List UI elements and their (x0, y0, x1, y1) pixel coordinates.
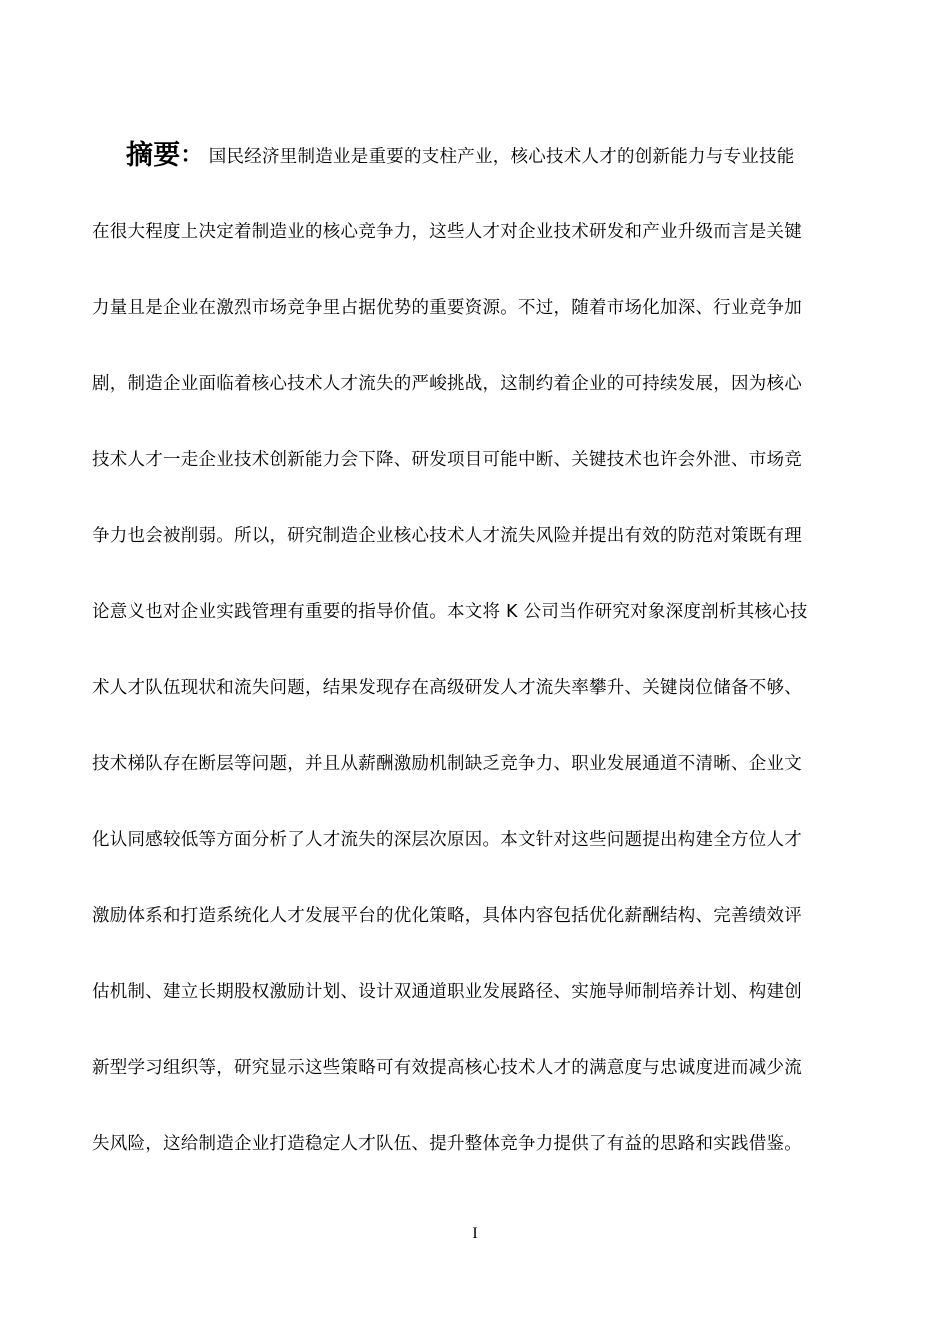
abstract-line-text: 国民经济里制造业是重要的支柱产业，核心技术人才的创新能力与专业技能 (208, 147, 795, 167)
abstract-line-3: 力量且是企业在激烈市场竞争里占据优势的重要资源。不过，随着市场化加深、行业竞争加 (92, 298, 802, 318)
abstract-line-10: 化认同感较低等方面分析了人才流失的深层次原因。本文针对这些问题提出构建全方位人才 (92, 830, 802, 850)
abstract-line-12: 估机制、建立长期股权激励计划、设计双通道职业发展路径、实施导师制培养计划、构建创 (92, 982, 802, 1002)
abstract-line-2: 在很大程度上决定着制造业的核心竞争力，这些人才对企业技术研发和产业升级而言是关键 (92, 222, 802, 242)
abstract-heading: 摘要 (126, 140, 181, 171)
abstract-line-8: 术人才队伍现状和流失问题，结果发现存在高级研发人才流失率攀升、关键岗位储备不够、 (92, 678, 802, 698)
abstract-line-9: 技术梯队存在断层等问题，并且从薪酬激励机制缺乏竞争力、职业发展通道不清晰、企业文 (92, 754, 802, 774)
page-number: I (472, 1225, 478, 1242)
abstract-line-1 (92, 130, 864, 206)
abstract-line-4: 剧，制造企业面临着核心技术人才流失的严峻挑战，这制约着企业的可持续发展，因为核心 (92, 374, 802, 394)
abstract-line-7: 论意义也对企业实践管理有重要的指导价值。本文将 K 公司当作研究对象深度剖析其核心技 (92, 602, 808, 622)
abstract-line-6: 争力也会被削弱。所以，研究制造企业核心技术人才流失风险并提出有效的防范对策既有理 (92, 526, 802, 546)
abstract-line-14: 失风险，这给制造企业打造稳定人才队伍、提升整体竞争力提供了有益的思路和实践借鉴。 (92, 1134, 802, 1154)
abstract-colon: ： (180, 143, 203, 168)
abstract-line-5: 技术人才一走企业技术创新能力会下降、研发项目可能中断、关键技术也许会外泄、市场竞 (92, 450, 802, 470)
abstract-line-13: 新型学习组织等，研究显示这些策略可有效提高核心技术人才的满意度与忠诚度进而减少流 (92, 1058, 802, 1078)
abstract-section (92, 130, 864, 1194)
abstract-line-11: 激励体系和打造系统化人才发展平台的优化策略，具体内容包括优化薪酬结构、完善绩效评 (92, 906, 802, 926)
